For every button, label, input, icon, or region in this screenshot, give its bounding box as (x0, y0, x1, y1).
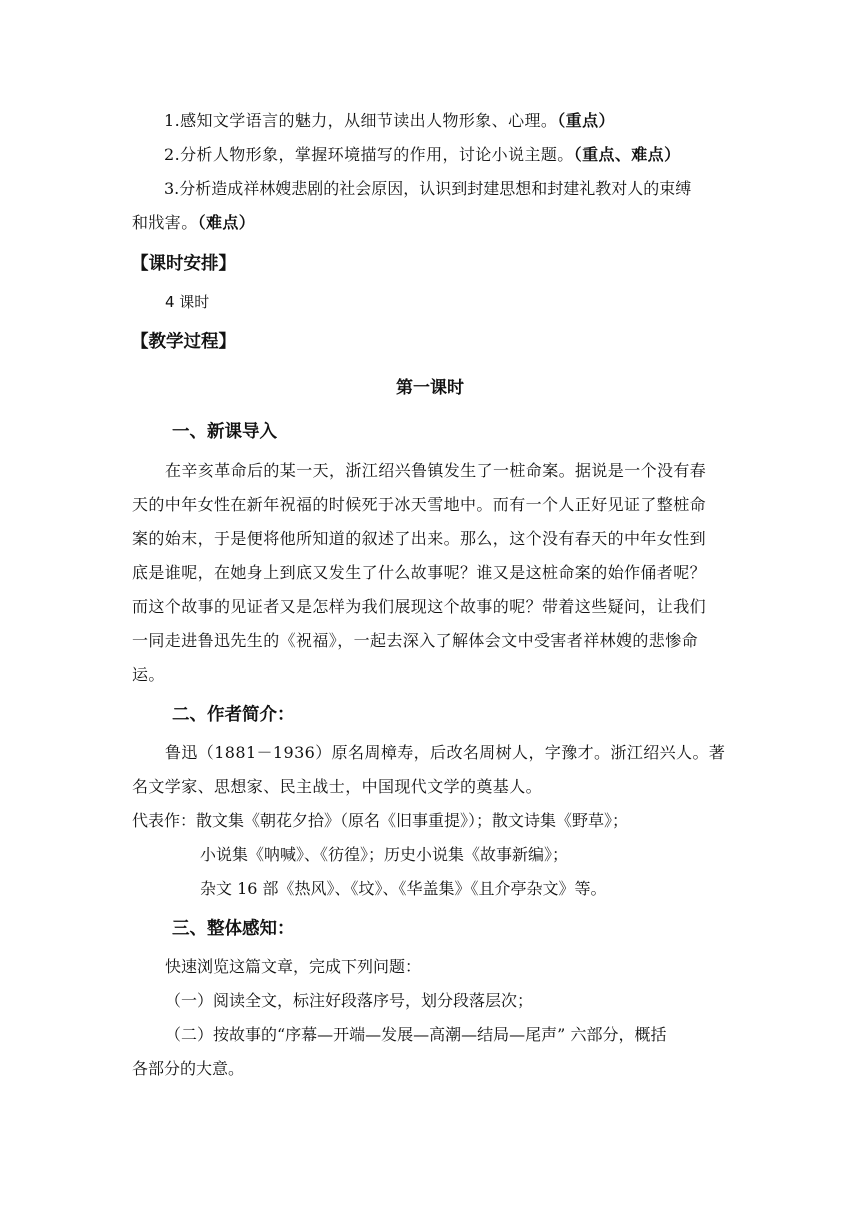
objective-1 (164, 109, 615, 133)
process-heading: 【教学过程】 (131, 332, 236, 352)
section-1-line: 案的始末，于是便将他所知道的叙述了出来。那么，这个没有春天的中年女性到 (132, 529, 707, 548)
section-1-line: 底是谁呢，在她身上到底又发生了什么故事呢？谁又是这桩命案的始作俑者呢？ (132, 563, 707, 582)
section-3-line: 各部分的大意。 (132, 1059, 245, 1078)
section-1-line: 运。 (132, 665, 165, 684)
section-1-line: 一同走进鲁迅先生的《祝福》，一起去深入了解体会文中受害者祥林嫂的悲惨命 (132, 631, 699, 650)
section-3-line: 快速浏览这篇文章，完成下列问题： (165, 957, 422, 976)
section-3-line: （一）阅读全文，标注好段落序号，划分段落层次； (165, 991, 534, 1010)
section-3-line: （二）按故事的“序幕—开端—发展—高潮—结局—尾声” 六部分，概括 (165, 1025, 667, 1044)
schedule-heading: 【课时安排】 (131, 254, 236, 274)
objective-2 (164, 143, 680, 167)
objective-3-tag: （难点） (197, 213, 256, 232)
lesson-title: 第一课时 (396, 378, 464, 398)
section-1-heading: 一、新课导入 (172, 422, 277, 442)
section-2-line: 鲁迅（1881－1936）原名周樟寿，后改名周树人，字豫才。浙江绍兴人。著 (165, 743, 726, 762)
section-1-line: 在辛亥革命后的某一天，浙江绍兴鲁镇发生了一桩命案。据说是一个没有春 (165, 461, 707, 480)
works-line: 代表作：散文集《朝花夕拾》（原名《旧事重提》）；散文诗集《野草》； (132, 811, 629, 830)
schedule-value: 4 课时 (165, 293, 210, 311)
section-2-heading: 二、作者简介： (172, 705, 295, 725)
objective-1-tag: （重点） (557, 111, 615, 130)
works-line: 小说集《呐喊》、《彷徨》；历史小说集《故事新编》； (200, 845, 569, 864)
objective-2-tag: （重点、难点） (573, 145, 681, 164)
objective-1-text: 1.感知文学语言的魅力，从细节读出人物形象、心理。 (164, 111, 558, 130)
section-1-line: 而这个故事的见证者又是怎样为我们展现这个故事的呢？带着这些疑问，让我们 (132, 597, 707, 616)
objective-3-line2 (132, 211, 255, 235)
section-3-heading: 三、整体感知： (172, 919, 295, 939)
section-2-line: 名文学家、思想家、民主战士，中国现代文学的奠基人。 (132, 777, 543, 796)
works-line: 杂文 16 部《热风》、《坟》、《华盖集》《且介亭杂文》等。 (200, 879, 607, 898)
objective-2-text: 2.分析人物形象，掌握环境描写的作用，讨论小说主题。 (164, 145, 574, 164)
objective-3-line1: 3.分析造成祥林嫂悲剧的社会原因，认识到封建思想和封建礼教对人的束缚 (164, 179, 692, 198)
section-1-line: 天的中年女性在新年祝福的时候死于冰天雪地中。而有一个人正好见证了整桩命 (132, 495, 707, 514)
objective-3-text: 和戕害。 (132, 213, 198, 232)
